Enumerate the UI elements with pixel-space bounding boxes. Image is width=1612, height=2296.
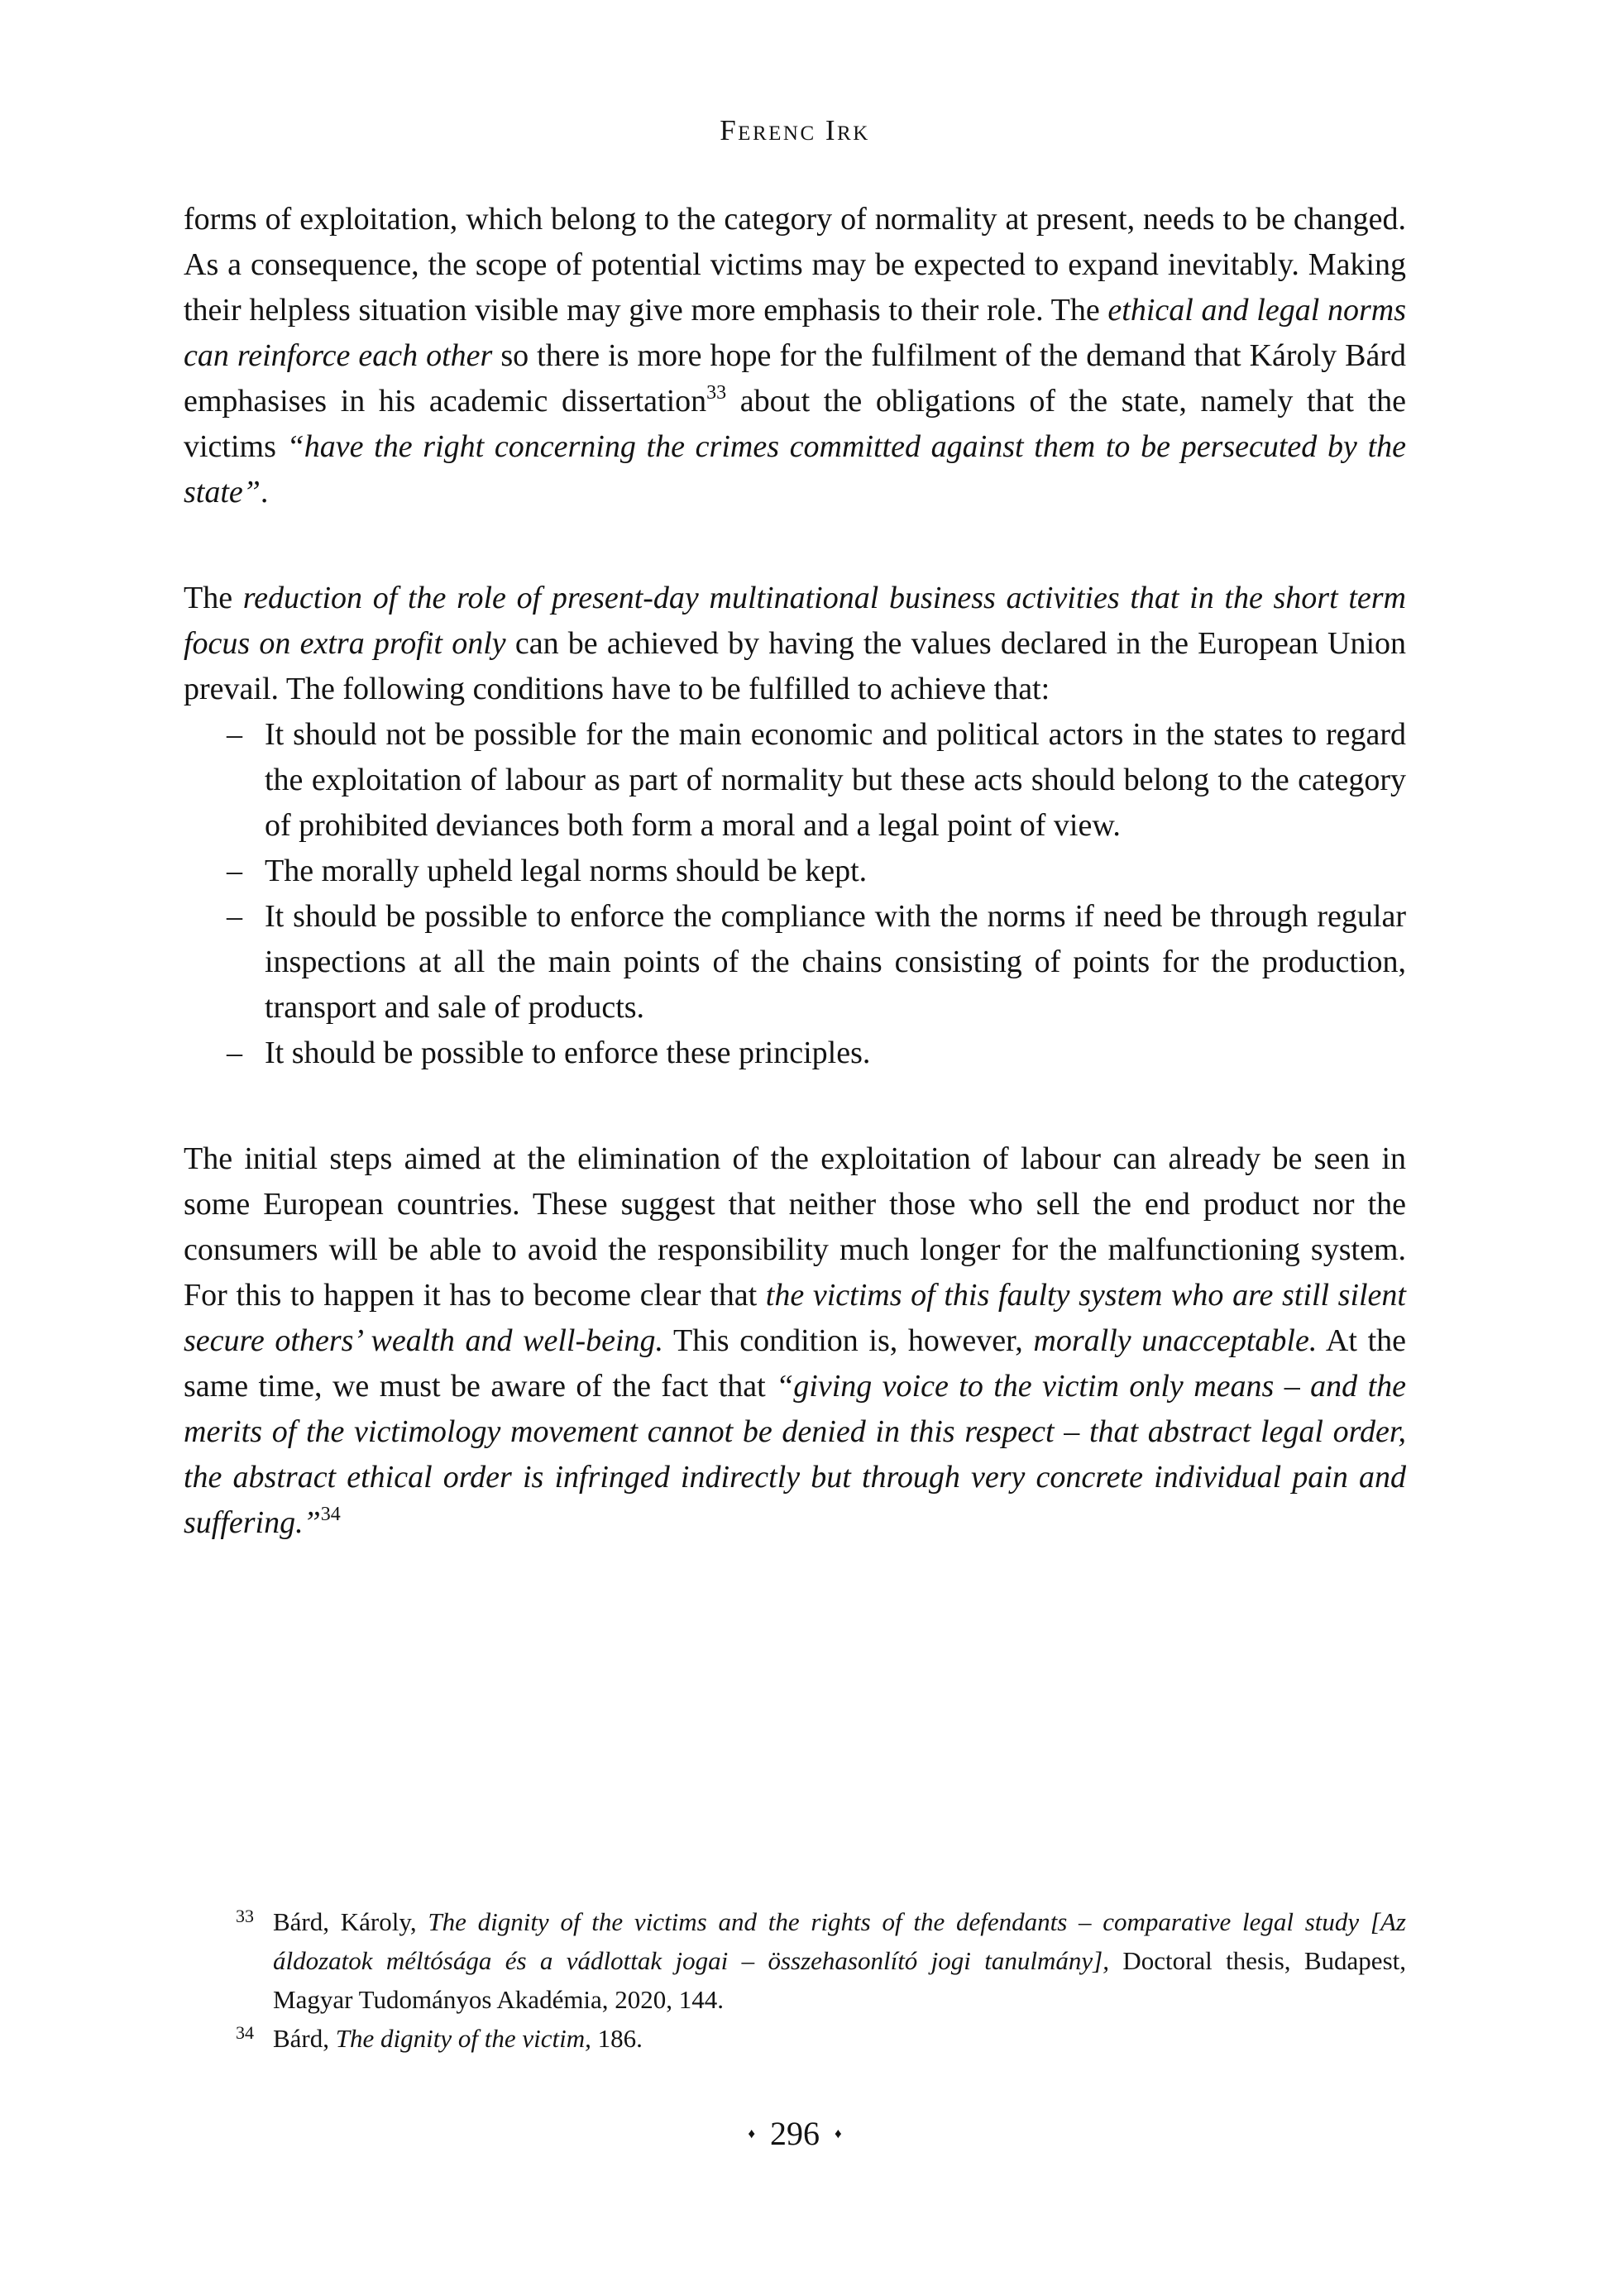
text-segment: Doctoral thesis, Budapest, Magyar Tudományos Akadémia, 2020, 144. [273,1946,1406,2014]
text-segment: “have the right concerning the crimes committed against them to be persecuted by the state” [184,429,1406,509]
list-item [184,1031,1406,1076]
text-segment: morally unacceptable. [1033,1323,1318,1358]
footnote-reference: 33 [706,382,727,404]
footnotes [236,1902,1406,2058]
list-item-text [265,712,1406,849]
text-segment: so there is more hope for the fulfilment of the demand that Károly Bárd emphasises in his academic dissertation [184,338,1406,419]
page-number-value: 296 [770,2115,820,2152]
text-segment: The [184,581,243,615]
body-text [184,197,1406,1546]
footnote [236,1902,1406,2019]
running-header: Ferenc Irk [720,114,870,146]
text-segment: reduction of the role of present-day multinational business activities that in the short term focus on extra profit only [184,581,1406,661]
page-number-ornament-right: ♦ [835,2126,842,2141]
dash-bullet: – [227,854,242,888]
text-segment: Bárd, [273,2024,336,2053]
dash-bullet: – [227,717,242,752]
text-segment: The initial steps aimed at the elimination of the exploitation of labour can already be seen in some European countries. These suggest that neither those who sell the end product nor the consumers will be able to avoid the responsibility much longer for the malfunctioning system. For this to happen it has to become clear that [184,1141,1406,1313]
text-segment: “giving voice to the victim only means – and the merits of the victimology movement cannot be denied in this respect – that abstract legal order, the abstract ethical order is infringed indirectly but through very concrete individual pain and suffering.” [184,1369,1406,1540]
footnote-text [273,1902,1406,2019]
text-segment: The morally upheld legal norms should be kept. [265,854,868,888]
paragraph [184,197,1406,515]
list-item [184,894,1406,1031]
footnote-marker: 34 [236,2022,254,2043]
page-number-ornament-left: ♦ [748,2126,755,2141]
text-segment: . [260,475,269,509]
text-segment: Bárd, Károly, [273,1907,428,1936]
list-item-text [265,894,1406,1031]
text-segment: about the obligations of the state, namely that the victims [184,384,1406,464]
text-segment: This condition is, however, [663,1323,1034,1358]
text-segment: It should be possible to enforce these principles. [265,1036,871,1070]
dash-list [184,712,1406,1076]
text-segment: The dignity of the victim, [335,2024,591,2053]
footnote-text [273,2019,1406,2058]
text-segment: ethical and legal norms can reinforce each other [184,293,1406,373]
text-segment: It should be possible to enforce the compliance with the norms if need be through regular inspections at all the main points of the chains consisting of points for the production, transport and sale of products. [265,899,1406,1025]
footnote [236,2019,1406,2058]
list-item [184,849,1406,894]
dash-bullet: – [227,899,242,934]
list-item [184,712,1406,849]
list-item-text [265,1031,1406,1076]
paragraph [184,1136,1406,1546]
text-segment: At the same time, we must be aware of the fact that [184,1323,1406,1404]
dash-bullet: – [227,1036,242,1070]
list-item-text [265,849,1406,894]
text-segment: It should not be possible for the main economic and political actors in the states to regard the exploitation of labour as part of normality but these acts should belong to the category of prohibited deviances both form a moral and a legal point of view. [265,717,1406,843]
text-segment: the victims of this faulty system who are still silent secure others’ wealth and well-being. [184,1278,1406,1358]
paragraph [184,576,1406,712]
text-segment: The dignity of the victims and the rights of the defendants – comparative legal study [Az áldozatok méltósága és a vádlottak jogai – összehasonlító jogi tanulmány], [273,1907,1406,1975]
text-segment: forms of exploitation, which belong to the category of normality at present, needs to be changed. As a consequence, the scope of potential victims may be expected to expand inevitably. Making their helpless situation visible may give more emphasis to their role. The [184,202,1406,328]
text-segment: 186. [591,2024,643,2053]
footnote-marker: 33 [236,1906,254,1926]
page-number [184,2114,1406,2153]
footnote-reference: 34 [320,1504,341,1525]
text-segment: can be achieved by having the values declared in the European Union prevail. The following conditions have to be fulfilled to achieve that: [184,626,1406,706]
